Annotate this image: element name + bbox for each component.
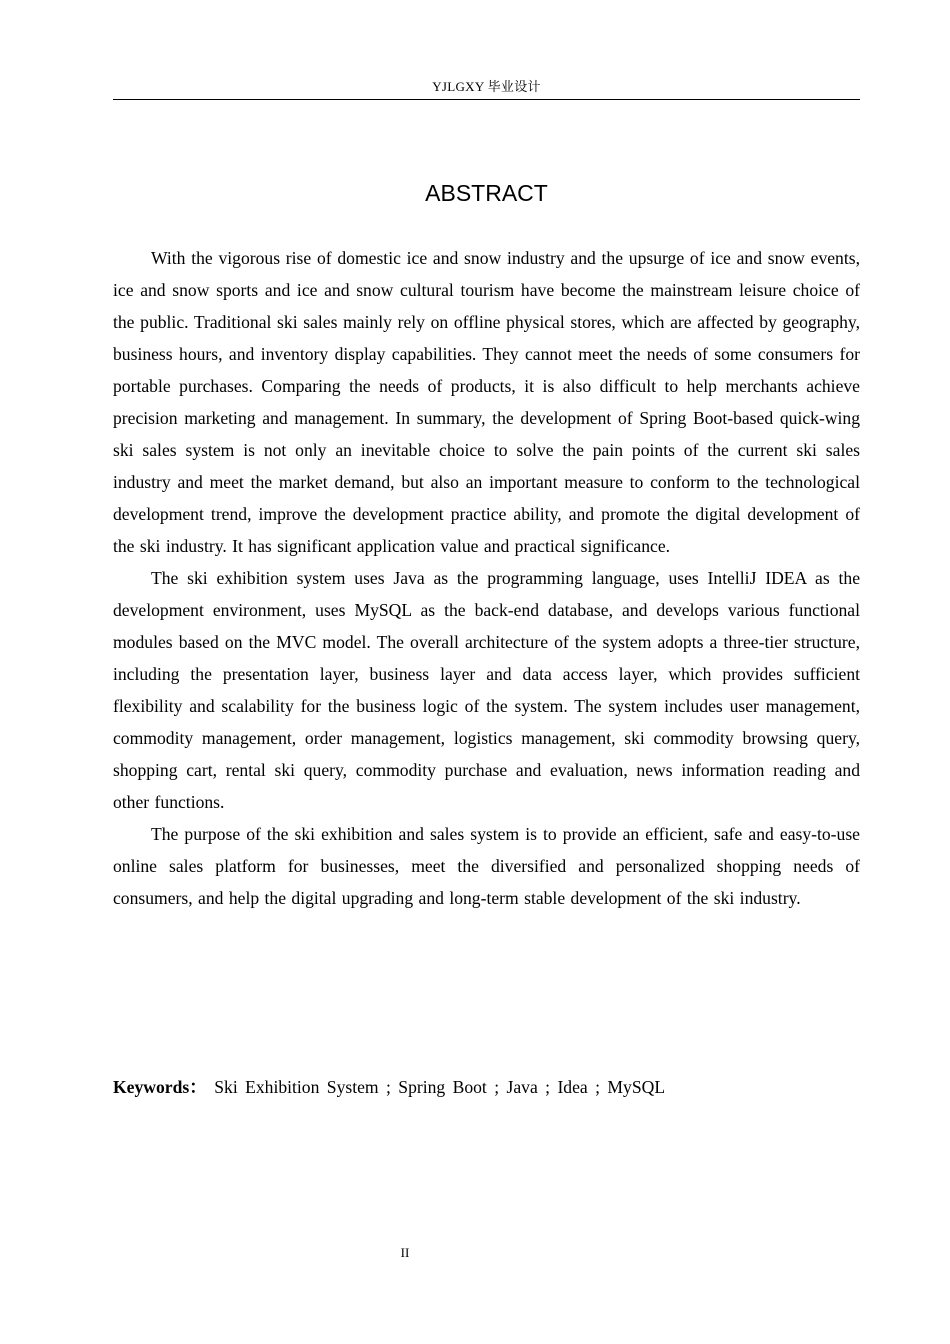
- abstract-body: [113, 242, 860, 914]
- header-rule: [113, 99, 860, 100]
- running-header: YJLGXY 毕业设计: [432, 79, 541, 94]
- abstract-paragraph-2: The ski exhibition system uses Java as the programming language, uses IntelliJ IDEA as the development environment, uses MySQL as the back-end database, and develops various functional modules based on the MVC model. The overall architecture of the system adopts a three-tier structure, including the presentation layer, business layer and data access layer, which provides sufficient flexibility and scalability for the business logic of the system. The system includes user management, commodity management, order management, logistics management, ski commodity browsing query, shopping cart, rental ski query, commodity purchase and evaluation, news information reading and other functions.: [113, 568, 860, 812]
- abstract-title: ABSTRACT: [425, 180, 548, 206]
- abstract-paragraph-1: With the vigorous rise of domestic ice and snow industry and the upsurge of ice and snow events, ice and snow sports and ice and snow cultural tourism have become the mainstream leisure choice of the public. Traditional ski sales mainly rely on offline physical stores, which are affected by geography, business hours, and inventory display capabilities. They cannot meet the needs of some consumers for portable purchases. Comparing the needs of products, it is also difficult to help merchants achieve precision marketing and management. In summary, the development of Spring Boot-based quick-wing ski sales system is not only an inevitable choice to solve the pain points of the current ski sales industry and meet the market demand, but also an important measure to conform to the technological development trend, improve the development practice ability, and promote the digital development of the ski industry. It has significant application value and practical significance.: [113, 248, 860, 556]
- abstract-paragraph-3: The purpose of the ski exhibition and sales system is to provide an efficient, safe and easy-to-use online sales platform for businesses, meet the diversified and personalized shopping needs of consumers, and help the digital upgrading and long-term stable development of the ski industry.: [113, 824, 860, 908]
- page-number: II: [400, 1245, 410, 1260]
- keywords-list: Ski Exhibition System ; Spring Boot ; Java ; Idea ; MySQL: [214, 1077, 666, 1097]
- keywords-label: Keywords：: [113, 1077, 207, 1097]
- keywords-line: [113, 1072, 860, 1102]
